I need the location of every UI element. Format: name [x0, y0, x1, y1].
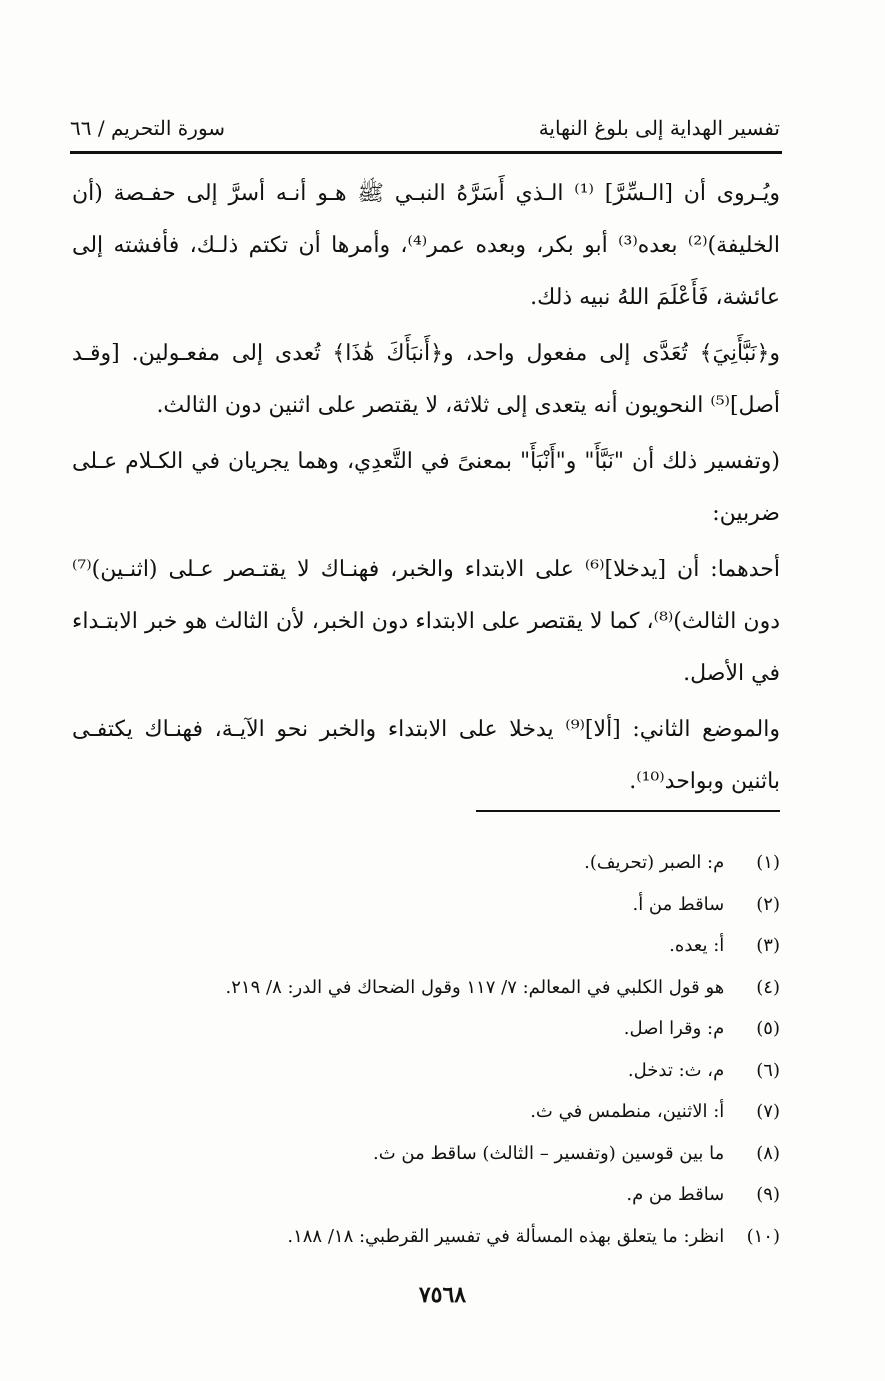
footnote-text: أ: يعده. — [669, 935, 725, 956]
footnote-item — [200, 1133, 780, 1175]
running-header — [70, 112, 782, 152]
main-text — [72, 168, 780, 812]
paragraph: و﴿نَبَّأَنِيَ﴾ تُعَدَّى إلى مفعول واحد، و﴿أَنبَأَكَ هَٰذَا﴾ تُعدى إلى مفعـولين. [وقـد أصل]⁽⁵⁾ النحويون أنه يتعدى إلى ثلاثة، لا يقتصر على اثنين دون الثالث. — [72, 341, 780, 418]
footnote-item — [200, 884, 780, 926]
footnote-number: (٤) — [756, 976, 780, 998]
footnote-number: (٣) — [756, 935, 780, 956]
footnote-item — [200, 967, 780, 1009]
footnote-item — [200, 842, 780, 884]
footnote-item — [200, 1008, 780, 1050]
footnote-item — [200, 1216, 780, 1258]
footnote-number: (٩) — [756, 1184, 780, 1205]
footnote-item — [200, 1091, 780, 1133]
footnote-text: أ: الاثنين، منطمس في ث. — [530, 1101, 725, 1122]
footnote-number: (٨) — [756, 1142, 780, 1164]
footnote-item — [200, 925, 780, 967]
paragraph: أحدهما: أن [يدخلا]⁽⁶⁾ على الابتداء والخبر، فهنـاك لا يقتـصر عـلى (اثنـين)⁽⁷⁾ دون الثالث)⁽⁸⁾، كما لا يقتصر على الابتداء دون الخبر، لأن الثالث هو خبر الابتـداء في الأصل. — [72, 557, 780, 686]
footnote-number: (١) — [756, 852, 780, 873]
footnote-number: (٧) — [756, 1101, 780, 1122]
footnote-divider — [476, 810, 780, 812]
footnote-text: م: وقرا اصل. — [623, 1018, 725, 1039]
header-divider — [70, 151, 782, 154]
footnote-text: م، ث: تدخل. — [627, 1059, 725, 1081]
footnote-number: (٥) — [756, 1018, 780, 1039]
surah-page-label: سورة التحريم / ٦٦ — [70, 116, 226, 140]
footnote-text: ساقط من م. — [626, 1184, 725, 1205]
page-number: ٧٥٦٨ — [418, 1282, 467, 1308]
footnote-text: م: الصبر (تحريف). — [584, 852, 725, 873]
footnote-number: (٢) — [756, 893, 780, 915]
footnote-text: انظر: ما يتعلق بهذه المسألة في تفسير القرطبي: ١٨/ ١٨٨. — [287, 1225, 725, 1247]
footnote-item — [200, 1174, 780, 1216]
footnote-number: (٦) — [756, 1059, 780, 1081]
paragraph: ويُـروى أن [الـسِّرَّ] ⁽¹⁾ الـذي أَسَرَّهُ النبـي ﷺ هـو أنـه أسرَّ إلى حفـصة (أن الخليفة)⁽²⁾ بعده⁽³⁾ أبو بكر، وبعده عمر⁽⁴⁾، وأمرها أن تكتم ذلـك، فأفشته إلى عائشة، فَأَعْلَمَ اللهُ نبيه ذلك. — [72, 181, 780, 310]
footnote-text: ما بين قوسين (وتفسير – الثالث) ساقط من ث. — [373, 1142, 725, 1164]
footnote-item — [200, 1050, 780, 1092]
footnotes — [200, 842, 780, 1257]
footnote-text: ساقط من أ. — [632, 893, 725, 915]
book-title: تفسير الهداية إلى بلوغ النهاية — [538, 116, 780, 140]
footnote-text: هو قول الكلبي في المعالم: ٧/ ١١٧ وقول الضحاك في الدر: ٨/ ٢١٩. — [225, 976, 725, 998]
paragraph: والموضع الثاني: [ألا]⁽⁹⁾ يدخلا على الابتداء والخبر نحو الآيـة، فهنـاك يكتفـى باثنين وبواحد⁽¹⁰⁾. — [72, 717, 780, 794]
footnote-number: (١٠) — [746, 1225, 780, 1247]
paragraph: (وتفسير ذلك أن "نَبَّأَ" و"أَنْبَأَ" بمعنىً في التَّعدِي، وهما يجريان في الكـلام عـلى ضربين: — [72, 449, 780, 526]
